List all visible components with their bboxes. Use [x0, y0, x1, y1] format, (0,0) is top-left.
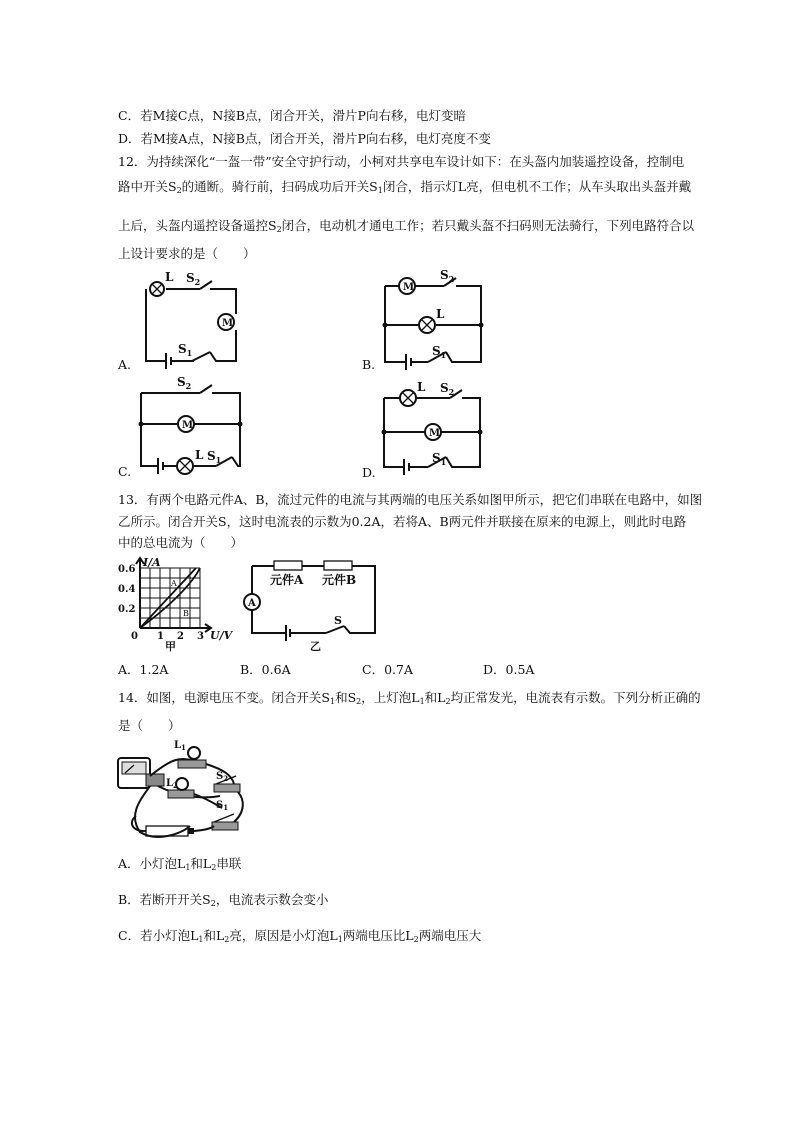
svg-text:S1: $S_1$: [216, 800, 229, 812]
svg-text:S2: $S_2$: [440, 381, 455, 397]
svg-text:S2: $S_2$: [440, 268, 455, 284]
q13-text-line3: 中的总电流为（ ）: [118, 535, 244, 550]
q12-text-line3: 上后，头盔内遥控设备遥控$S_2$闭合，电动机才通电工作；若只戴头盔不扫码则无法骑行，下列电路符合以: [118, 218, 695, 234]
q13-option-b: B．0.6A: [240, 662, 291, 677]
q13-option-d: D．0.5A: [483, 662, 535, 677]
svg-text:S1: $S_1$: [432, 451, 447, 467]
svg-text:S: S: [334, 614, 342, 627]
svg-text:S1: $S_1$: [432, 344, 447, 360]
switch-s1-base: [212, 822, 238, 830]
svg-text:0.4: 0.4: [118, 584, 136, 595]
svg-text:0: 0: [131, 631, 138, 642]
q12-text-line2: 路中开关$S_2$的通断。骑行前，扫码成功后开关$S_1$闭合，指示灯L亮，但电机不工作；从车头取出头盔并戴: [118, 179, 692, 195]
svg-text:A: A: [248, 598, 256, 609]
svg-text:U/V: U/V: [210, 629, 233, 642]
switch-s2-base: [214, 784, 240, 792]
lamp-base-l1: [178, 760, 206, 768]
q11-option-c: C．若M接C点，N接B点，闭合开关，滑片P向右移，电灯变暗: [118, 108, 466, 123]
q11-option-d: D．若M接A点，N接B点，闭合开关，滑片P向右移，电灯亮度不变: [118, 131, 491, 146]
svg-text:L: L: [436, 307, 445, 321]
svg-text:0.2: 0.2: [118, 604, 136, 615]
svg-text:3: 3: [197, 631, 204, 642]
bulb-icon: [188, 747, 200, 759]
q13-option-c: C．0.7A: [362, 662, 413, 677]
q14-option-b: B．若断开开关$S_2$，电流表示数会变小: [118, 892, 329, 908]
svg-text:M: M: [182, 420, 194, 431]
q12-label-a: A.: [118, 357, 132, 372]
svg-text:0.6: 0.6: [118, 564, 136, 575]
svg-text:元件B: 元件B: [322, 573, 357, 587]
q12-label-d: D.: [362, 465, 376, 480]
svg-text:L2: $L_2$: [166, 778, 178, 790]
svg-text:S1: $S_1$: [178, 342, 193, 358]
q12-label-b: B.: [362, 357, 376, 372]
svg-text:M: M: [403, 282, 415, 293]
svg-text:S2: $S_2$: [216, 771, 229, 783]
q12-text-line4: 上设计要求的是（ ）: [118, 246, 256, 261]
svg-text:M: M: [429, 428, 441, 439]
q12-text-line1: 12．为持续深化“一盔一带”安全守护行动，小柯对共享电车设计如下：在头盔内加装遥控设备，控制电: [118, 154, 685, 169]
svg-text:M: M: [222, 318, 234, 329]
q14-option-a: A．小灯泡$L_1$和$L_2$串联: [118, 856, 242, 872]
svg-text:L: L: [195, 448, 204, 462]
svg-text:元件A: 元件A: [270, 573, 304, 587]
lamp-base-l2: [168, 790, 194, 798]
svg-text:L1: $L_1$: [174, 740, 186, 752]
svg-text:S2: $S_2$: [186, 271, 201, 287]
svg-text:1: 1: [157, 631, 164, 642]
q14-text-line1: 14．如图，电源电压不变。闭合开关$S_1$和$S_2$，上灯泡$L_1$和$L_2$均正常发光，电流表有示数。下列分析正确的: [118, 690, 701, 706]
q14-option-c: C．若小灯泡$L_1$和$L_2$亮，原因是小灯泡$L_1$两端电压比$L_2$两端电压大: [118, 928, 482, 944]
svg-text:A: A: [171, 579, 177, 588]
q13-text-line1: 13．有两个电路元件A、B，流过元件的电流与其两端的电压关系如图甲所示，把它们串联在电路中，如图: [118, 492, 703, 507]
svg-text:L: L: [165, 270, 174, 284]
q14-text-line2: 是（ ）: [118, 718, 181, 733]
svg-text:I/A: I/A: [143, 556, 161, 569]
q12-label-c: C.: [118, 464, 132, 479]
svg-text:L: L: [417, 380, 426, 394]
svg-text:S2: $S_2$: [177, 375, 192, 391]
q13-option-a: A．1.2A: [118, 662, 169, 677]
svg-text:乙: 乙: [310, 640, 321, 653]
svg-text:2: 2: [177, 631, 184, 642]
q13-text-line2: 乙所示。闭合开关S，这时电流表的示数为0.2A，若将A、B两元件并联接在原来的电源上，则此时电路: [118, 514, 687, 529]
svg-text:S1: $S_1$: [207, 449, 222, 465]
svg-text:甲: 甲: [165, 640, 176, 653]
svg-text:B: B: [183, 609, 189, 618]
